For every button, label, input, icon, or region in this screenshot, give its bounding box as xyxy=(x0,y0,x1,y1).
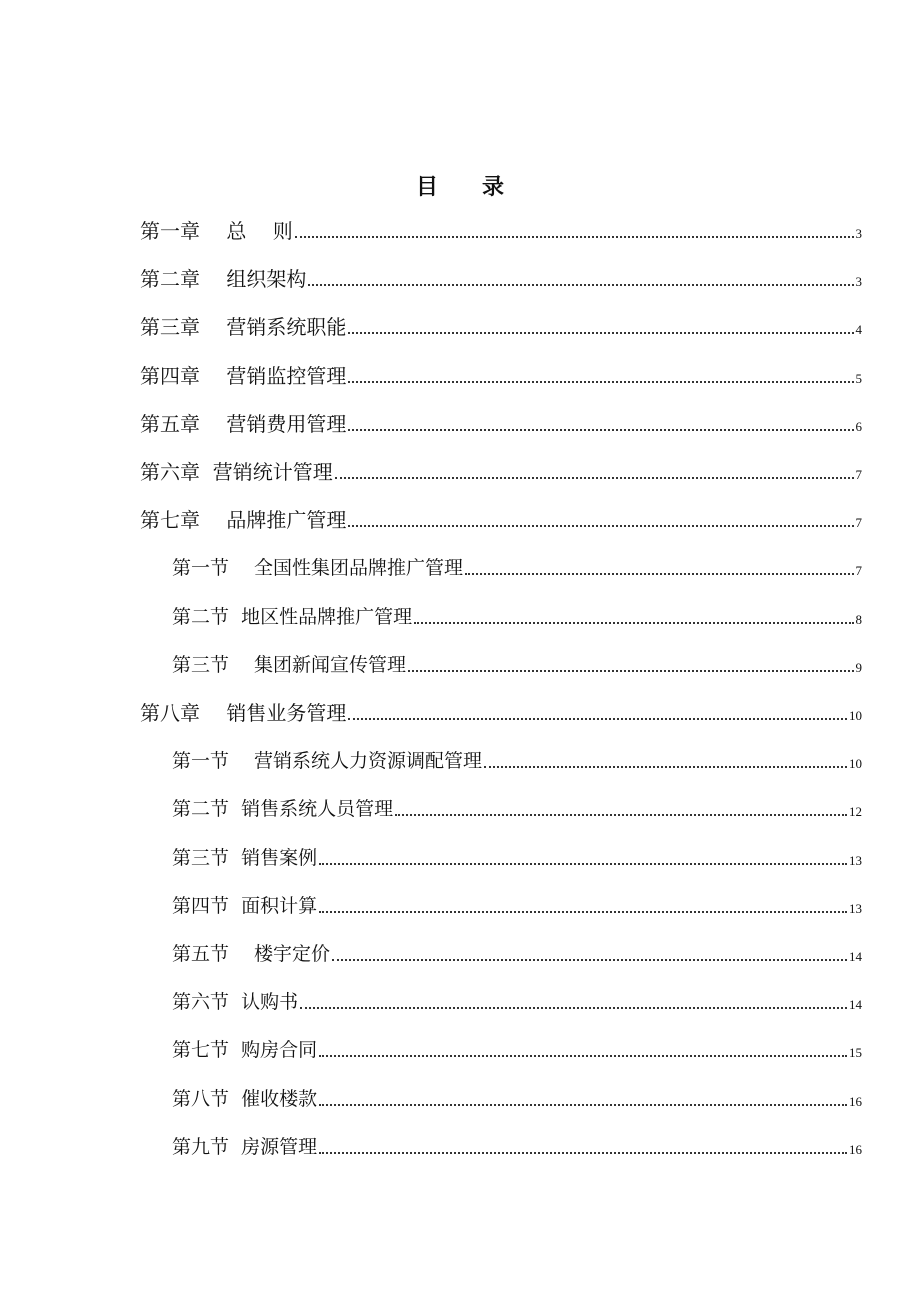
toc-dot-leader xyxy=(319,1152,847,1154)
toc-entry-page-number: 5 xyxy=(855,370,862,386)
toc-entry-page-number: 14 xyxy=(849,949,862,964)
toc-entry-section[interactable] xyxy=(172,841,862,871)
toc-entry-section[interactable] xyxy=(172,889,862,919)
toc-title-left: 目 xyxy=(415,174,438,200)
toc-dot-leader xyxy=(319,863,847,865)
toc-entry-label: 第三节 集团新闻宣传管理 xyxy=(172,653,407,676)
toc-entry-page-number: 9 xyxy=(855,659,862,675)
toc-entry-page-number: 13 xyxy=(849,900,862,916)
toc-title xyxy=(0,170,920,201)
toc-entry-section[interactable] xyxy=(172,1082,862,1112)
toc-entry-label: 第五节 楼宇定价 xyxy=(172,943,331,965)
toc-entry-label: 第二节 地区性品牌推广管理 xyxy=(172,605,413,628)
toc-entry-page-number: 6 xyxy=(855,418,862,434)
toc-entry-label: 第五章 营销费用管理 xyxy=(140,411,347,436)
toc-entry-section[interactable] xyxy=(172,1130,862,1160)
toc-dot-leader xyxy=(319,1104,847,1106)
toc-entry-chapter[interactable] xyxy=(140,262,862,292)
toc-dot-leader xyxy=(348,718,847,720)
toc-entry-page-number: 8 xyxy=(855,611,862,627)
toc-entry-chapter[interactable] xyxy=(140,696,862,726)
toc-entry-label: 第七节 购房合同 xyxy=(172,1039,318,1062)
toc-entry-page-number: 7 xyxy=(855,467,862,482)
toc-entry-chapter[interactable] xyxy=(140,214,862,244)
toc-entry-page-number: 7 xyxy=(855,563,862,579)
toc-dot-leader xyxy=(348,332,853,334)
toc-entry-label: 第八章 销售业务管理 xyxy=(140,701,347,725)
toc-entry-page-number: 16 xyxy=(849,1141,862,1157)
toc-entry-label: 第三节 销售案例 xyxy=(172,846,318,869)
toc-entry-label: 第七章 品牌推广管理 xyxy=(140,508,347,533)
toc-dot-leader xyxy=(295,236,854,238)
toc-entry-page-number: 10 xyxy=(849,756,862,772)
toc-entry-page-number: 13 xyxy=(849,852,862,868)
toc-dot-leader xyxy=(300,1007,847,1009)
toc-dot-leader xyxy=(319,911,847,913)
toc-entry-chapter[interactable] xyxy=(140,503,862,533)
toc-dot-leader xyxy=(335,477,854,479)
toc-entry-section[interactable] xyxy=(172,937,862,967)
toc-dot-leader xyxy=(395,814,847,816)
toc-entry-page-number: 7 xyxy=(855,515,862,531)
toc-entry-section[interactable] xyxy=(172,648,862,678)
toc-entry-section[interactable] xyxy=(172,744,862,774)
toc-title-right: 录 xyxy=(482,174,505,200)
toc-entry-section[interactable] xyxy=(172,600,862,630)
toc-dot-leader xyxy=(332,959,847,961)
toc-entry-page-number: 3 xyxy=(855,274,862,290)
toc-entry-chapter[interactable] xyxy=(140,455,862,485)
toc-entry-page-number: 12 xyxy=(849,804,862,820)
toc-entry-label: 第二章 组织架构 xyxy=(140,267,307,292)
toc-dot-leader xyxy=(484,766,847,768)
toc-entry-label: 第九节 房源管理 xyxy=(172,1135,318,1158)
toc-entry-page-number: 10 xyxy=(849,708,862,723)
toc-entry-chapter[interactable] xyxy=(140,310,862,340)
toc-entry-section[interactable] xyxy=(172,792,862,822)
toc-entry-page-number: 16 xyxy=(849,1093,862,1109)
toc-entry-label: 第二节 销售系统人员管理 xyxy=(172,798,394,821)
toc-entry-label: 第八节 催收楼款 xyxy=(172,1087,318,1110)
toc-entry-section[interactable] xyxy=(172,551,862,581)
toc-dot-leader xyxy=(348,525,853,527)
toc-entry-label: 第六节 认购书 xyxy=(172,991,299,1014)
toc-entry-label: 第一节 全国性集团品牌推广管理 xyxy=(172,557,464,580)
toc-entry-label: 第四节 面积计算 xyxy=(172,894,318,917)
toc-dot-leader xyxy=(465,573,853,575)
toc-dot-leader xyxy=(348,381,853,383)
toc-entry-page-number: 15 xyxy=(849,1045,862,1061)
toc-entry-label: 第四章 营销监控管理 xyxy=(140,363,347,388)
toc-entry-chapter[interactable] xyxy=(140,359,862,389)
toc-entry-label: 第一章 总 则 xyxy=(140,219,293,243)
toc-dot-leader xyxy=(408,670,853,672)
toc-dot-leader xyxy=(308,284,853,286)
toc-dot-leader xyxy=(348,429,853,431)
toc-entry-label: 第六章 营销统计管理 xyxy=(140,460,333,484)
toc-entry-section[interactable] xyxy=(172,1033,862,1063)
toc-entry-page-number: 14 xyxy=(849,997,862,1013)
toc-dot-leader xyxy=(319,1055,847,1057)
toc-entry-page-number: 4 xyxy=(855,322,862,338)
toc-entry-section[interactable] xyxy=(172,985,862,1015)
toc-dot-leader xyxy=(414,622,853,624)
toc-entry-page-number: 3 xyxy=(855,226,862,241)
toc-entry-label: 第三章 营销系统职能 xyxy=(140,315,347,340)
toc-entry-label: 第一节 营销系统人力资源调配管理 xyxy=(172,750,483,773)
toc-entry-chapter[interactable] xyxy=(140,407,862,437)
